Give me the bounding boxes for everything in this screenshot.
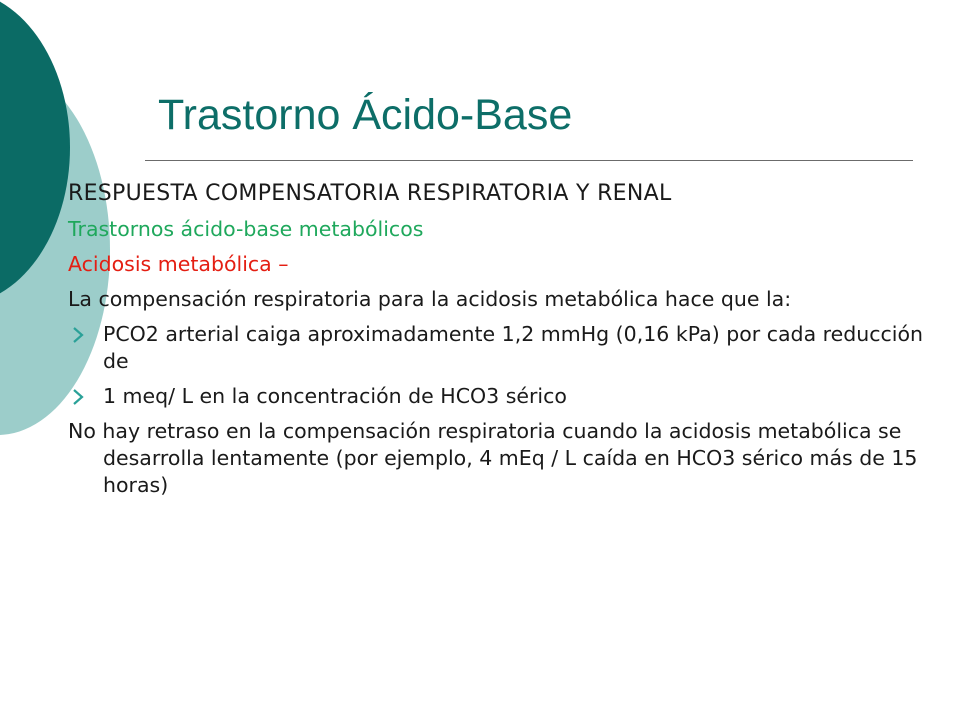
title-divider xyxy=(145,160,913,161)
bullet-item xyxy=(68,321,928,375)
chevron-right-icon xyxy=(68,386,90,408)
chevron-right-icon xyxy=(68,324,90,346)
body-paragraph-delay: No hay retraso en la compensación respiratoria cuando la acidosis metabólica se desarrolla lentamente (por ejemplo, 4 mEq / L caída en HCO3 sérico más de 15 horas) xyxy=(68,419,918,497)
slide-body xyxy=(68,176,928,507)
subheading-acidosis: Acidosis metabólica – xyxy=(68,252,289,276)
slide-title: Trastorno Ácido-Base xyxy=(158,91,573,139)
body-paragraph-compensation: La compensación respiratoria para la acidosis metabólica hace que la: xyxy=(68,287,792,311)
subheading-metabolic: Trastornos ácido-base metabólicos xyxy=(68,217,424,241)
bullet-text: 1 meq/ L en la concentración de HCO3 sérico xyxy=(103,384,567,408)
section-heading: RESPUESTA COMPENSATORIA RESPIRATORIA Y RENAL xyxy=(68,181,672,206)
bullet-item xyxy=(68,383,928,410)
bullet-text: PCO2 arterial caiga aproximadamente 1,2 mmHg (0,16 kPa) por cada reducción de xyxy=(103,322,924,373)
